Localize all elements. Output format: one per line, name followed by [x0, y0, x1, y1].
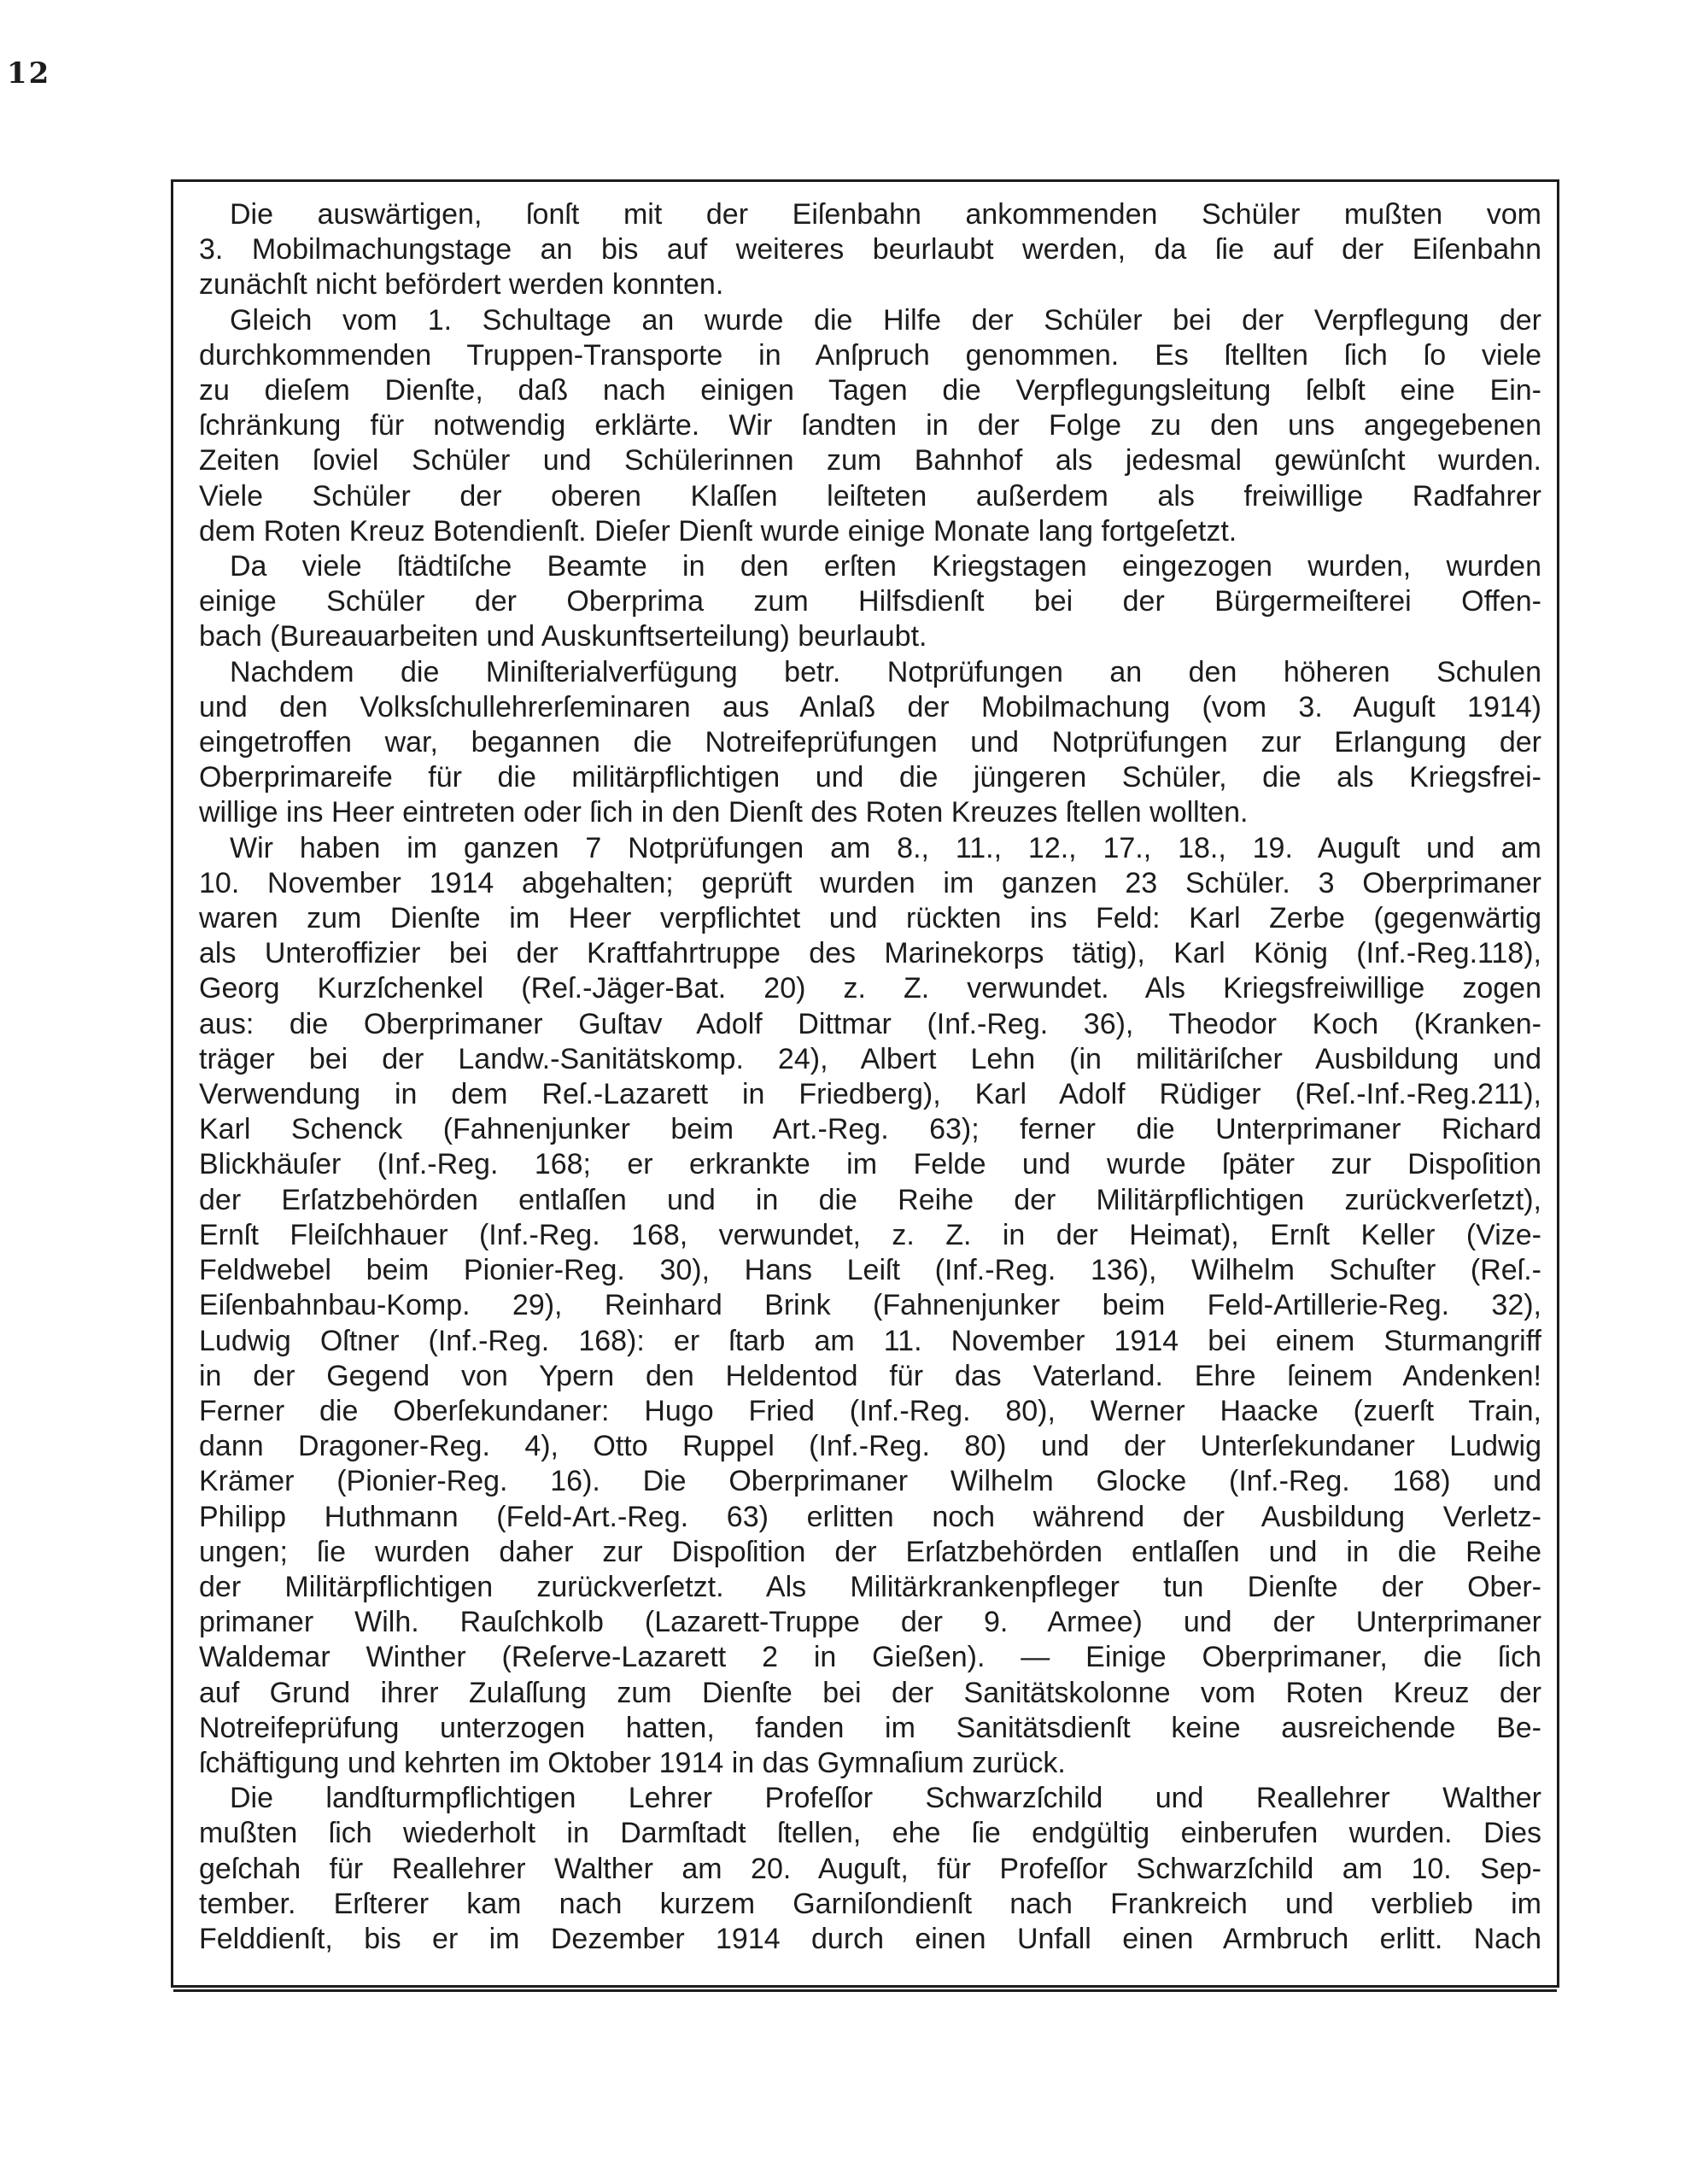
text-line: ungen; ſie wurden daher zur Dispoſition der Erſatzbehörden entlaſſen und in die Reihe	[199, 1535, 1541, 1568]
text-line: Verwendung in dem Reſ.-Lazarett in Friedberg), Karl Adolf Rüdiger (Reſ.-Inf.-Reg.211),	[199, 1078, 1541, 1111]
text-line: träger bei der Landw.-Sanitätskomp. 24), Albert Lehn (in militäriſcher Ausbildung und	[199, 1042, 1541, 1075]
paragraph-4	[199, 655, 1541, 831]
text-line: willige ins Heer eintreten oder ſich in den Dienſt des Roten Kreuzes ſtellen wollten.	[199, 796, 1249, 829]
text-line: Krämer (Pionier-Reg. 16). Die Oberprimaner Wilhelm Glocke (Inf.-Reg. 168) und	[199, 1465, 1541, 1498]
text-line: mußten ſich wiederholt in Darmſtadt ſtellen, ehe ſie endgültig einberufen wurden. Dies	[199, 1817, 1541, 1850]
text-line: der Militärpflichtigen zurückverſetzt. Als Militärkrankenpfleger tun Dienſte der Ober-	[199, 1570, 1541, 1603]
text-line: dann Dragoner-Reg. 4), Otto Ruppel (Inf.-Reg. 80) und der Unterſekundaner Ludwig	[199, 1430, 1541, 1463]
text-line: auf Grund ihrer Zulaſſung zum Dienſte bei der Sanitätskolonne vom Roten Kreuz der	[199, 1676, 1541, 1709]
text-line: Da viele ſtädtiſche Beamte in den erſten Kriegstagen eingezogen wurden, wurden	[230, 550, 1541, 583]
text-line: in der Gegend von Ypern den Heldentod für das Vaterland. Ehre ſeinem Andenken!	[199, 1359, 1541, 1392]
paragraph-6	[199, 1781, 1541, 1957]
page-number: 12	[7, 56, 51, 91]
text-line: zunächſt nicht befördert werden konnten.	[199, 268, 724, 302]
text-line: Oberprimareife für die militärpflichtigen und die jüngeren Schüler, die als Kriegsfrei-	[199, 761, 1541, 794]
text-line: Wir haben im ganzen 7 Notprüfungen am 8., 11., 12., 17., 18., 19. Auguſt und am	[230, 831, 1541, 864]
text-line: eingetroffen war, begannen die Notreifeprüfungen und Notprüfungen zur Erlangung der	[199, 726, 1541, 759]
text-line: Blickhäuſer (Inf.-Reg. 168; er erkrankte im Felde und wurde ſpäter zur Dispoſition	[199, 1148, 1541, 1181]
paragraph-1	[199, 197, 1541, 303]
text-line: als Unteroffizier bei der Kraftfahrtruppe des Marinekorps tätig), Karl König (Inf.-Reg.118),	[199, 937, 1541, 970]
text-line: Notreifeprüfung unterzogen hatten, fanden im Sanitätsdienſt keine ausreichende Be-	[199, 1711, 1541, 1744]
text-line: zu dieſem Dienſte, daß nach einigen Tagen die Verpflegungsleitung ſelbſt eine Ein-	[199, 374, 1541, 407]
text-line: geſchah für Reallehrer Walther am 20. Auguſt, für Profeſſor Schwarzſchild am 10. Sep-	[199, 1852, 1541, 1885]
text-line: durchkommenden Truppen-Transporte in Anſpruch genommen. Es ſtellten ſich ſo viele	[199, 338, 1541, 372]
text-line: Eiſenbahnbau-Komp. 29), Reinhard Brink (Fahnenjunker beim Feld-Artillerie-Reg. 32),	[199, 1289, 1541, 1322]
text-line: der Erſatzbehörden entlaſſen und in die Reihe der Militärpflichtigen zurückverſetzt),	[199, 1183, 1541, 1216]
text-line: 3. Mobilmachungstage an bis auf weiteres beurlaubt werden, da ſie auf der Eiſenbahn	[199, 233, 1541, 266]
text-line: dem Roten Kreuz Botendienſt. Dieſer Dienſt wurde einige Monate lang fortgeſetzt.	[199, 514, 1237, 548]
text-line: Ludwig Oſtner (Inf.-Reg. 168): er ſtarb am 11. November 1914 bei einem Sturmangriff	[199, 1324, 1541, 1357]
text-line: 10. November 1914 abgehalten; geprüft wurden im ganzen 23 Schüler. 3 Oberprimaner	[199, 866, 1541, 899]
text-line: Waldemar Winther (Reſerve-Lazarett 2 in Gießen). — Einige Oberprimaner, die ſich	[199, 1641, 1541, 1674]
text-line: Die landſturmpflichtigen Lehrer Profeſſor Schwarzſchild und Reallehrer Walther	[230, 1782, 1541, 1815]
text-line: Nachdem die Miniſterialverfügung betr. Notprüfungen an den höheren Schulen	[230, 655, 1541, 688]
text-frame	[171, 179, 1559, 1988]
text-line: Die auswärtigen, ſonſt mit der Eiſenbahn ankommenden Schüler mußten vom	[230, 198, 1541, 231]
text-line: Ernſt Fleiſchhauer (Inf.-Reg. 168, verwundet, z. Z. in der Heimat), Ernſt Keller (Vize-	[199, 1218, 1541, 1251]
text-line: aus: die Oberprimaner Guſtav Adolf Dittmar (Inf.-Reg. 36), Theodor Koch (Kranken-	[199, 1007, 1541, 1040]
text-line: einige Schüler der Oberprima zum Hilfsdienſt bei der Bürgermeiſterei Offen-	[199, 585, 1541, 618]
body-text	[199, 197, 1541, 1957]
text-line: Georg Kurzſchenkel (Reſ.-Jäger-Bat. 20) z. Z. verwundet. Als Kriegsfreiwillige zogen	[199, 972, 1541, 1005]
text-line: Karl Schenck (Fahnenjunker beim Art.-Reg. 63); ferner die Unterprimaner Richard	[199, 1113, 1541, 1146]
text-line: ſchäftigung und kehrten im Oktober 1914 in das Gymnaſium zurück.	[199, 1746, 1066, 1779]
text-line: Feldwebel beim Pionier-Reg. 30), Hans Leiſt (Inf.-Reg. 136), Wilhelm Schuſter (Reſ.-	[199, 1254, 1541, 1287]
text-line: Ferner die Oberſekundaner: Hugo Fried (Inf.-Reg. 80), Werner Haacke (zuerſt Train,	[199, 1394, 1541, 1427]
text-line: Zeiten ſoviel Schüler und Schülerinnen zum Bahnhof als jedesmal gewünſcht wurden.	[199, 444, 1541, 477]
text-line: Gleich vom 1. Schultage an wurde die Hilfe der Schüler bei der Verpflegung der	[230, 303, 1541, 337]
paragraph-2	[199, 303, 1541, 549]
text-line: ſchränkung für notwendig erklärte. Wir ſandten in der Folge zu den uns angegebenen	[199, 409, 1541, 442]
paragraph-3	[199, 549, 1541, 655]
text-line: Philipp Huthmann (Feld-Art.-Reg. 63) erlitten noch während der Ausbildung Verletz-	[199, 1500, 1541, 1533]
text-line: Felddienſt, bis er im Dezember 1914 durch einen Unfall einen Armbruch erlitt. Nach	[199, 1922, 1541, 1955]
text-line: primaner Wilh. Rauſchkolb (Lazarett-Truppe der 9. Armee) und der Unterprimaner	[199, 1606, 1541, 1639]
text-line: Viele Schüler der oberen Klaſſen leiſteten außerdem als freiwillige Radfahrer	[199, 479, 1541, 512]
text-line: bach (Bureauarbeiten und Auskunftserteilung) beurlaubt.	[199, 620, 927, 653]
text-line: und den Volksſchullehrerſeminaren aus Anlaß der Mobilmachung (vom 3. Auguſt 1914)	[199, 690, 1541, 723]
text-line: waren zum Dienſte im Heer verpflichtet und rückten ins Feld: Karl Zerbe (gegenwärtig	[199, 902, 1541, 935]
paragraph-5	[199, 831, 1541, 1781]
text-line: tember. Erſterer kam nach kurzem Garniſondienſt nach Frankreich und verblieb im	[199, 1887, 1541, 1920]
